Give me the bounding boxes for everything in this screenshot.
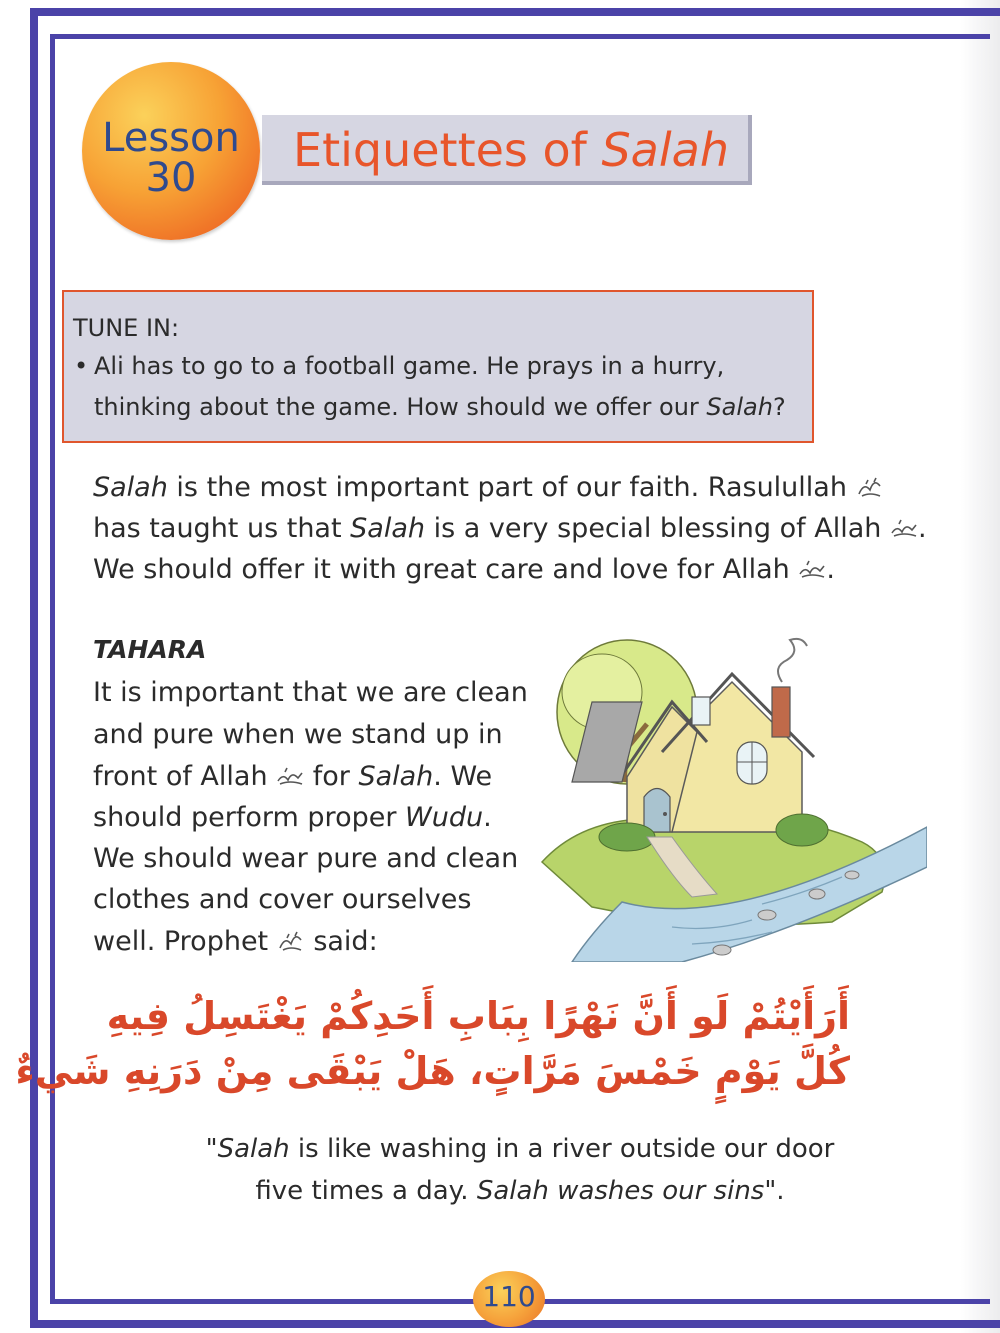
- hadith-arabic-line: كُلَّ يَوْمٍ خَمْسَ مَرَّاتٍ، هَلْ يَبْقَى مِنْ دَرَنِهِ شَيءٌ: [15, 1049, 850, 1093]
- hadith-arabic-line: أَرَأَيْتُمْ لَو أَنَّ نَهْرًا بِبَابِ أَحَدِكُمْ يَغْتَسِلُ فِيهِ: [106, 994, 850, 1038]
- quote-emphasis: Salah washes our sins: [476, 1176, 765, 1206]
- intro-text: has taught us that: [93, 513, 351, 544]
- quote-emphasis: Salah: [217, 1134, 290, 1164]
- tahara-text: well. Prophet: [93, 926, 277, 957]
- tahara-line: [93, 760, 492, 794]
- tahara-line: It is important that we are clean: [93, 677, 528, 708]
- tahara-emphasis: Wudu: [405, 802, 484, 833]
- tahara-line: We should wear pure and clean: [93, 843, 519, 874]
- intro-text: .: [826, 554, 835, 585]
- tahara-text: for: [304, 761, 359, 792]
- quote-text: is like washing in a river outside our door: [289, 1134, 835, 1164]
- intro-text: .: [917, 513, 927, 544]
- tahara-text: should perform proper: [93, 802, 406, 833]
- page-title: [293, 122, 729, 178]
- tune-in-line: Ali has to go to a football game. He prays in a hurry,: [94, 352, 725, 380]
- tune-in-heading: TUNE IN:: [73, 314, 180, 342]
- tahara-text: said:: [304, 926, 378, 957]
- tahara-line: clothes and cover ourselves: [93, 884, 472, 915]
- quote-text: ": [205, 1134, 218, 1164]
- intro-text: is a very special blessing of Allah: [425, 513, 890, 544]
- hadith-translation-line: [100, 1132, 940, 1166]
- bullet-marker: •: [74, 352, 89, 380]
- salawat-honorific-icon: [856, 474, 884, 500]
- intro-emphasis: Salah: [350, 513, 425, 544]
- subhanahu-honorific-icon: [890, 515, 918, 541]
- tahara-line: [93, 801, 492, 835]
- hadith-translation-line: [100, 1174, 940, 1208]
- house-by-river-illustration: [532, 632, 927, 962]
- tune-in-line: [94, 392, 786, 422]
- page-number: 110: [482, 1280, 536, 1313]
- title-emphasis: Salah: [601, 123, 729, 177]
- tahara-text: .: [483, 802, 492, 833]
- tune-in-text: ?: [772, 393, 786, 421]
- intro-line: [93, 471, 884, 505]
- subhanahu-honorific-icon: [276, 763, 304, 789]
- intro-emphasis: Salah: [93, 472, 168, 503]
- lesson-label: Lesson: [102, 115, 240, 161]
- section-heading-tahara: TAHARA: [93, 635, 207, 664]
- tune-in-text: thinking about the game. How should we offer our: [94, 393, 707, 421]
- title-text: Etiquettes of: [293, 123, 602, 177]
- intro-text: is the most important part of our faith. Rasulullah: [167, 472, 856, 503]
- subhanahu-honorific-icon: [798, 556, 826, 582]
- tahara-line: and pure when we stand up in: [93, 719, 503, 750]
- tahara-line: [93, 925, 378, 959]
- intro-line: [93, 512, 927, 546]
- quote-text: ".: [764, 1176, 785, 1206]
- intro-text: We should offer it with great care and love for Allah: [93, 554, 799, 585]
- intro-line: [93, 553, 835, 587]
- tahara-text: . We: [433, 761, 493, 792]
- tune-in-emphasis: Salah: [706, 393, 773, 421]
- tahara-emphasis: Salah: [358, 761, 434, 792]
- salawat-honorific-icon: [277, 928, 305, 954]
- tahara-text: front of Allah: [93, 761, 277, 792]
- lesson-number: 30: [145, 155, 197, 201]
- quote-text: five times a day.: [255, 1176, 477, 1206]
